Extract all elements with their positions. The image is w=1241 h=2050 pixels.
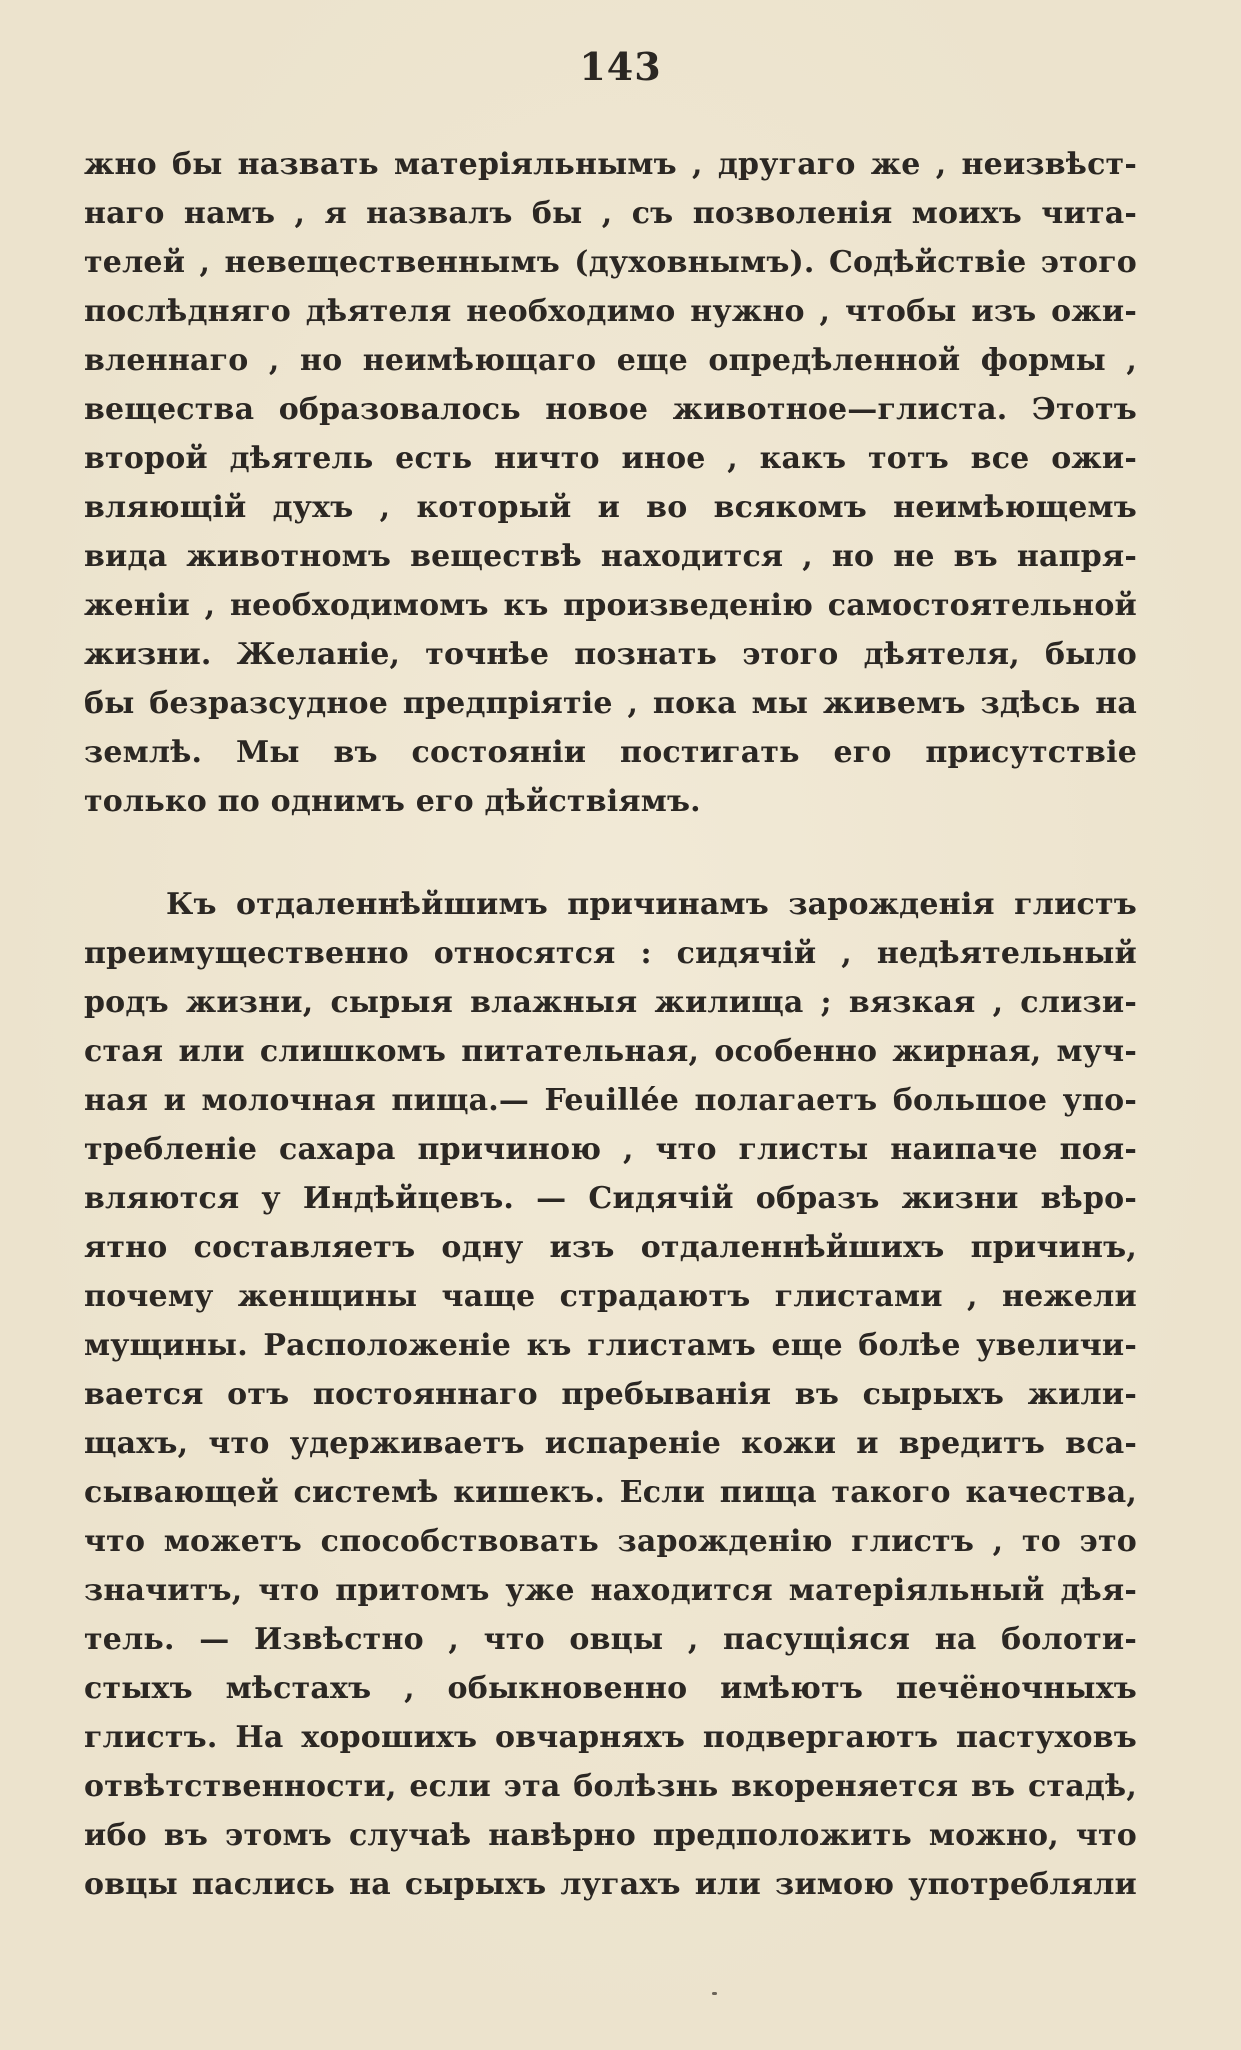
text-line: Къ отдаленнѣйшимъ причинамъ зарожденія глистъ [166,887,1137,922]
paragraph-1 [84,140,1137,826]
text-line: отвѣтственности, если эта болѣзнь вкореняется въ стадѣ, [84,1769,1137,1804]
text-line: вляющій духъ , который и во всякомъ неимѣющемъ [84,490,1137,525]
text-line: сывающей системѣ кишекъ. Если пища такого качества, [84,1475,1137,1510]
text-line: вляются у Индѣйцевъ. — Сидячій образъ жизни вѣро- [84,1181,1137,1216]
paragraph-2 [84,880,1137,1909]
text-line: женіи , необходимомъ къ произведенію самостоятельной [84,588,1137,623]
text-line: почему женщины чаще страдаютъ глистами , нежели [84,1279,1137,1314]
text-line: вида животномъ веществѣ находится , но не въ напря- [84,539,1137,574]
paper-speck [712,1992,717,1995]
text-line: преимущественно относятся : сидячій , недѣятельный [84,936,1137,971]
text-line: глистъ. На хорошихъ овчарняхъ подвергаютъ пастуховъ [84,1720,1137,1755]
text-line: наго намъ , я назвалъ бы , съ позволенія моихъ чита- [84,196,1137,231]
text-line: ная и молочная пища.— Feuillée полагаетъ большое упо- [84,1083,1137,1118]
text-line: тель. — Извѣстно , что овцы , пасущіяся на болоти- [84,1622,1137,1657]
text-line: родъ жизни, сырыя влажныя жилища ; вязкая , слизи- [84,985,1137,1020]
text-line: ибо въ этомъ случаѣ навѣрно предположить можно, что [84,1818,1137,1853]
text-line: значитъ, что притомъ уже находится матеріяльный дѣя- [84,1573,1137,1608]
text-line: вается отъ постояннаго пребыванія въ сырыхъ жили- [84,1377,1137,1412]
text-line: телей , невещественнымъ (духовнымъ). Содѣйствіе этого [84,245,1137,280]
text-line: вещества образовалось новое животное—глиста. Этотъ [84,392,1137,427]
text-line: требленіе сахара причиною , что глисты наипаче поя- [84,1132,1137,1167]
text-line: только по однимъ его дѣйствіямъ. [84,784,701,819]
text-line: стая или слишкомъ питательная, особенно жирная, муч- [84,1034,1137,1069]
text-line: что можетъ способствовать зарожденію глистъ , то это [84,1524,1137,1559]
text-line: послѣдняго дѣятеля необходимо нужно , чтобы изъ ожи- [84,294,1137,329]
text-line: ятно составляетъ одну изъ отдаленнѣйшихъ причинъ, [84,1230,1137,1265]
text-line: вленнаго , но неимѣющаго еще опредѣленной формы , [84,343,1137,378]
text-line: жно бы назвать матеріяльнымъ , другаго же , неизвѣст- [84,147,1137,182]
text-line: землѣ. Мы въ состояніи постигать его присутствіе [84,735,1137,770]
text-line: жизни. Желаніе, точнѣе познать этого дѣятеля, было [84,637,1137,672]
text-line: стыхъ мѣстахъ , обыкновенно имѣютъ печёночныхъ [84,1671,1137,1706]
text-line: овцы паслись на сырыхъ лугахъ или зимою употребляли [84,1867,1137,1902]
text-line: бы безразсудное предпріятіе , пока мы живемъ здѣсь на [84,686,1137,721]
text-line: второй дѣятель есть ничто иное , какъ тотъ все ожи- [84,441,1137,476]
text-line: щахъ, что удерживаетъ испареніе кожи и вредитъ вса- [84,1426,1137,1461]
text-line: мущины. Расположеніе къ глистамъ еще болѣе увеличи- [84,1328,1137,1363]
page-number: 143 [579,44,662,89]
